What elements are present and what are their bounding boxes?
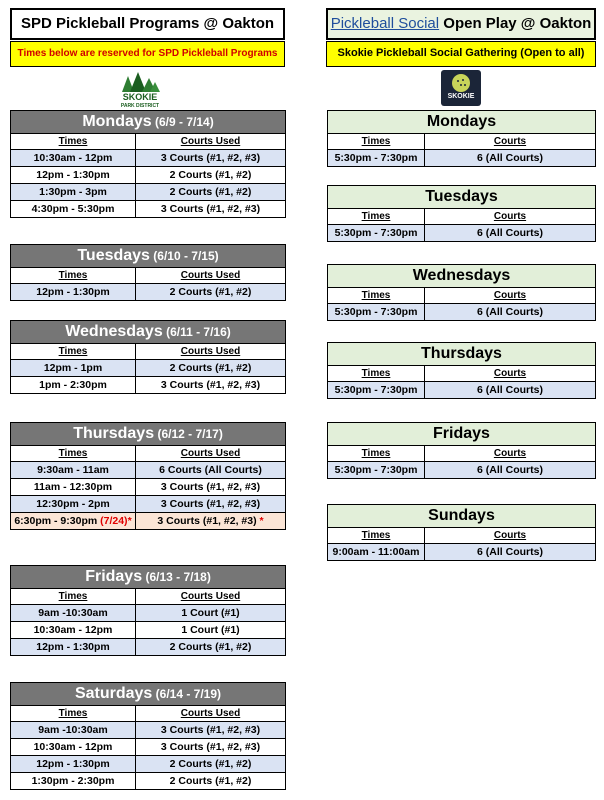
col-times: Times bbox=[11, 134, 136, 150]
right-table-sundays bbox=[327, 504, 596, 561]
day-header: Wednesdays (6/11 - 7/16) bbox=[11, 321, 286, 344]
left-table-wednesdays bbox=[10, 320, 286, 394]
table-row: 12pm - 1:30pm 2 Courts (#1, #2) bbox=[11, 284, 286, 301]
day-header: Mondays (6/9 - 7/14) bbox=[11, 111, 286, 134]
col-courts: Courts bbox=[425, 134, 596, 150]
col-times: Times bbox=[328, 528, 425, 544]
date-note: (7/24) bbox=[97, 515, 128, 527]
col-courts: Courts Used bbox=[136, 589, 286, 605]
table-row: 4:30pm - 5:30pm 3 Courts (#1, #2, #3) bbox=[11, 201, 286, 218]
table-row: 10:30am - 12pm 3 Courts (#1, #2, #3) bbox=[11, 739, 286, 756]
table-row: 11am - 12:30pm 3 Courts (#1, #2, #3) bbox=[11, 479, 286, 496]
skokie-logo-text: SKOKIE bbox=[122, 92, 158, 102]
right-table-mondays bbox=[327, 110, 596, 167]
col-courts: Courts Used bbox=[136, 134, 286, 150]
right-table-thursdays bbox=[327, 342, 596, 399]
table-row: 5:30pm - 7:30pm 6 (All Courts) bbox=[328, 150, 596, 167]
right-title-rest: Open Play @ Oakton bbox=[439, 15, 592, 32]
left-table-tuesdays bbox=[10, 244, 286, 301]
col-times: Times bbox=[328, 366, 425, 382]
col-courts: Courts bbox=[425, 366, 596, 382]
col-times: Times bbox=[11, 706, 136, 722]
right-table-tuesdays bbox=[327, 185, 596, 242]
col-times: Times bbox=[328, 288, 425, 304]
table-row: 12pm - 1:30pm 2 Courts (#1, #2) bbox=[11, 167, 286, 184]
table-row: 10:30am - 12pm 3 Courts (#1, #2, #3) bbox=[11, 150, 286, 167]
skokie-logo-subtext: PARK DISTRICT bbox=[120, 103, 160, 108]
table-row: 9:00am - 11:00am 6 (All Courts) bbox=[328, 544, 596, 561]
left-table-saturdays bbox=[10, 682, 286, 790]
col-times: Times bbox=[11, 589, 136, 605]
table-row: 9am -10:30am 1 Court (#1) bbox=[11, 605, 286, 622]
col-courts: Courts bbox=[425, 288, 596, 304]
asterisk: * bbox=[127, 515, 132, 527]
day-header: Wednesdays bbox=[328, 265, 596, 288]
table-row: 5:30pm - 7:30pm 6 (All Courts) bbox=[328, 304, 596, 321]
table-row: 12pm - 1pm 2 Courts (#1, #2) bbox=[11, 360, 286, 377]
left-reserved-notice: Times below are reserved for SPD Pickleball Programs bbox=[10, 41, 285, 67]
pickleball-social-link[interactable]: Pickleball Social bbox=[330, 15, 440, 32]
day-header: Thursdays bbox=[328, 343, 596, 366]
col-courts: Courts bbox=[425, 528, 596, 544]
col-courts: Courts bbox=[425, 209, 596, 225]
table-row: 1:30pm - 3pm 2 Courts (#1, #2) bbox=[11, 184, 286, 201]
right-open-notice: Skokie Pickleball Social Gathering (Open to all) bbox=[326, 41, 596, 67]
col-courts: Courts bbox=[425, 446, 596, 462]
right-page-title bbox=[326, 8, 596, 40]
day-header: Mondays bbox=[328, 111, 596, 134]
table-row: 9:30am - 11am 6 Courts (All Courts) bbox=[11, 462, 286, 479]
col-times: Times bbox=[328, 209, 425, 225]
right-table-fridays bbox=[327, 422, 596, 479]
col-courts: Courts Used bbox=[136, 706, 286, 722]
col-courts: Courts Used bbox=[136, 268, 286, 284]
col-times: Times bbox=[11, 268, 136, 284]
social-logo-text: SKOKIE bbox=[447, 93, 475, 100]
day-header: Saturdays (6/14 - 7/19) bbox=[11, 683, 286, 706]
left-table-mondays bbox=[10, 110, 286, 218]
col-times: Times bbox=[328, 134, 425, 150]
day-header: Tuesdays (6/10 - 7/15) bbox=[11, 245, 286, 268]
table-row: 1pm - 2:30pm 3 Courts (#1, #2, #3) bbox=[11, 377, 286, 394]
asterisk: * bbox=[256, 515, 264, 527]
table-row: 12pm - 1:30pm 2 Courts (#1, #2) bbox=[11, 756, 286, 773]
table-row: 10:30am - 12pm 1 Court (#1) bbox=[11, 622, 286, 639]
col-courts: Courts Used bbox=[136, 446, 286, 462]
table-row: 9am -10:30am 3 Courts (#1, #2, #3) bbox=[11, 722, 286, 739]
pickleball-social-logo bbox=[441, 70, 481, 106]
day-header: Thursdays (6/12 - 7/17) bbox=[11, 423, 286, 446]
table-row-special: 6:30pm - 9:30pm (7/24)* 3 Courts (#1, #2, #3) * bbox=[11, 513, 286, 530]
left-page-title: SPD Pickleball Programs @ Oakton bbox=[10, 8, 285, 40]
table-row: 5:30pm - 7:30pm 6 (All Courts) bbox=[328, 462, 596, 479]
table-row: 12:30pm - 2pm 3 Courts (#1, #2, #3) bbox=[11, 496, 286, 513]
day-header: Fridays bbox=[328, 423, 596, 446]
left-table-thursdays bbox=[10, 422, 286, 530]
table-row: 1:30pm - 2:30pm 2 Courts (#1, #2) bbox=[11, 773, 286, 790]
left-table-fridays bbox=[10, 565, 286, 656]
table-row: 5:30pm - 7:30pm 6 (All Courts) bbox=[328, 225, 596, 242]
col-courts: Courts Used bbox=[136, 344, 286, 360]
table-row: 5:30pm - 7:30pm 6 (All Courts) bbox=[328, 382, 596, 399]
day-header: Tuesdays bbox=[328, 186, 596, 209]
table-row: 12pm - 1:30pm 2 Courts (#1, #2) bbox=[11, 639, 286, 656]
col-times: Times bbox=[328, 446, 425, 462]
col-times: Times bbox=[11, 344, 136, 360]
right-table-wednesdays bbox=[327, 264, 596, 321]
col-times: Times bbox=[11, 446, 136, 462]
skokie-park-district-logo bbox=[112, 70, 168, 108]
day-header: Fridays (6/13 - 7/18) bbox=[11, 566, 286, 589]
day-header: Sundays bbox=[328, 505, 596, 528]
